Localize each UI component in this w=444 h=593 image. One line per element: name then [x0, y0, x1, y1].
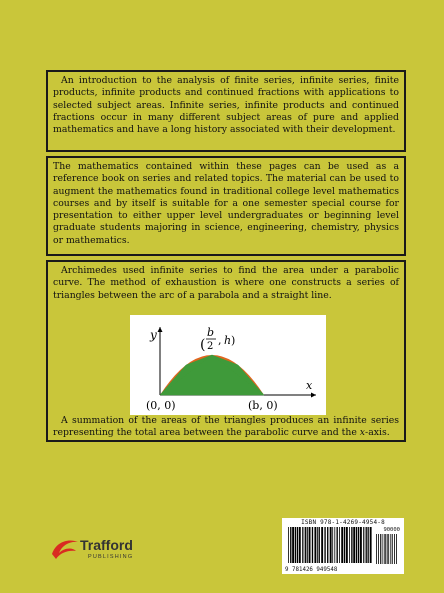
barcode-bar — [292, 527, 294, 563]
apex-close-paren: ) — [231, 334, 236, 347]
publisher-sub: PUBLISHING — [88, 554, 134, 560]
barcode-bar — [382, 534, 383, 564]
barcode-bar — [394, 534, 395, 564]
barcode-bar — [317, 527, 318, 563]
barcode-bar — [384, 534, 385, 564]
barcode-bar — [309, 527, 311, 563]
barcode-bar — [312, 527, 313, 563]
barcode-bar — [353, 527, 355, 563]
barcode-bar — [363, 527, 364, 563]
apex-numerator: b — [207, 326, 215, 339]
barcode-bar — [396, 534, 397, 564]
barcode-bar — [385, 534, 386, 564]
barcode-bar — [290, 527, 291, 563]
barcode-bar — [360, 527, 362, 563]
barcode-bar — [378, 534, 379, 564]
publisher-name: Trafford — [80, 537, 133, 553]
barcode-bar — [307, 527, 308, 563]
parabola-diagram — [130, 315, 326, 415]
summation-text — [53, 415, 399, 440]
barcode-bar — [356, 527, 357, 563]
barcode-bar — [368, 527, 369, 563]
origin-label: (0, 0) — [146, 399, 176, 412]
barcode-bar — [349, 527, 350, 563]
x-axis-arrow — [311, 393, 316, 398]
apex-denominator: 2 — [207, 341, 214, 352]
barcode-bar — [314, 527, 316, 563]
y-axis-arrow — [158, 327, 163, 332]
barcode-bar — [341, 527, 343, 563]
barcode-bar — [390, 534, 391, 564]
barcode-bar — [288, 527, 289, 563]
usage-text: The mathematics contained within these pages can be used as a reference book on series and related topics. The material can be used to augment the mathematics found in traditional college level mathematics courses and by itself is suitable for a one semester special course for presentation to either upper level undergraduates or beginning level graduate students majoring in science, engineering, chemistry, physics or mathematics. — [53, 161, 399, 246]
barcode-bar — [332, 527, 333, 563]
usage-box — [46, 156, 406, 256]
barcode-bar — [358, 527, 359, 563]
description-box — [46, 70, 406, 152]
swoosh-icon — [52, 541, 78, 560]
barcode-bar — [327, 527, 328, 563]
x-axis-label: x — [306, 379, 313, 392]
barcode-bar — [380, 534, 381, 564]
barcode-bar — [319, 527, 320, 563]
barcode-addon-bars — [376, 534, 398, 564]
barcode-bar — [324, 527, 325, 563]
barcode-bar — [387, 534, 388, 564]
barcode-bar — [304, 527, 305, 563]
end-point-label: (b, 0) — [248, 399, 278, 412]
barcode-bar — [339, 527, 340, 563]
barcode-digits: 9 781426 949548 — [285, 567, 338, 573]
barcode-bar — [337, 527, 338, 563]
barcode-bar — [346, 527, 348, 563]
description-text: An introduction to the analysis of finite series, infinite series, finite products, infinite products and continued fractions with applications to selected subject areas. Infinite series, infinite products and continued fractions occur in many different subject areas of pure and applied mathematics and have a long history associated with their development. — [53, 75, 399, 136]
barcode-bar — [392, 534, 393, 564]
barcode-bar — [305, 527, 306, 563]
barcode-bar — [366, 527, 367, 563]
archimedes-intro-text: Archimedes used infinite series to find the area under a parabolic curve. The method of exhaustion is where one constructs a series of triangles between the arc of a parabola and a straight line. — [53, 265, 399, 301]
barcode-bar — [302, 527, 303, 563]
barcode-bar — [344, 527, 345, 563]
barcode-addon-number: 90000 — [383, 527, 400, 533]
barcode-bar — [297, 527, 298, 563]
barcode-bar — [351, 527, 352, 563]
summation-text-end: -axis. — [365, 427, 390, 439]
y-axis-label: y — [150, 328, 157, 342]
isbn-text: ISBN 978-1-4269-4954-8 — [301, 519, 385, 526]
barcode-bar — [321, 527, 323, 563]
apex-h: h — [224, 334, 232, 347]
barcode-bar — [388, 534, 389, 564]
barcode-bar — [370, 527, 372, 563]
archimedes-box — [46, 260, 406, 442]
barcode-bar — [376, 534, 377, 564]
barcode-bar — [330, 527, 332, 563]
apex-comma: , — [218, 334, 222, 347]
publisher-logo — [50, 532, 160, 562]
barcode-bar — [295, 527, 296, 563]
barcode-bar — [365, 527, 366, 563]
summation-text-start: A summation of the areas of the triangles produces an infinite series representing the total area between the parabolic curve and the — [53, 415, 399, 439]
isbn-barcode — [282, 518, 404, 574]
parabola-svg — [130, 315, 326, 415]
apex-open-paren: ( — [200, 337, 206, 353]
barcode-bar — [334, 527, 335, 563]
publisher-logo-svg — [50, 532, 160, 562]
barcode-bars — [288, 527, 372, 563]
barcode-bar — [299, 527, 301, 563]
summation-x-var: x — [359, 427, 366, 439]
